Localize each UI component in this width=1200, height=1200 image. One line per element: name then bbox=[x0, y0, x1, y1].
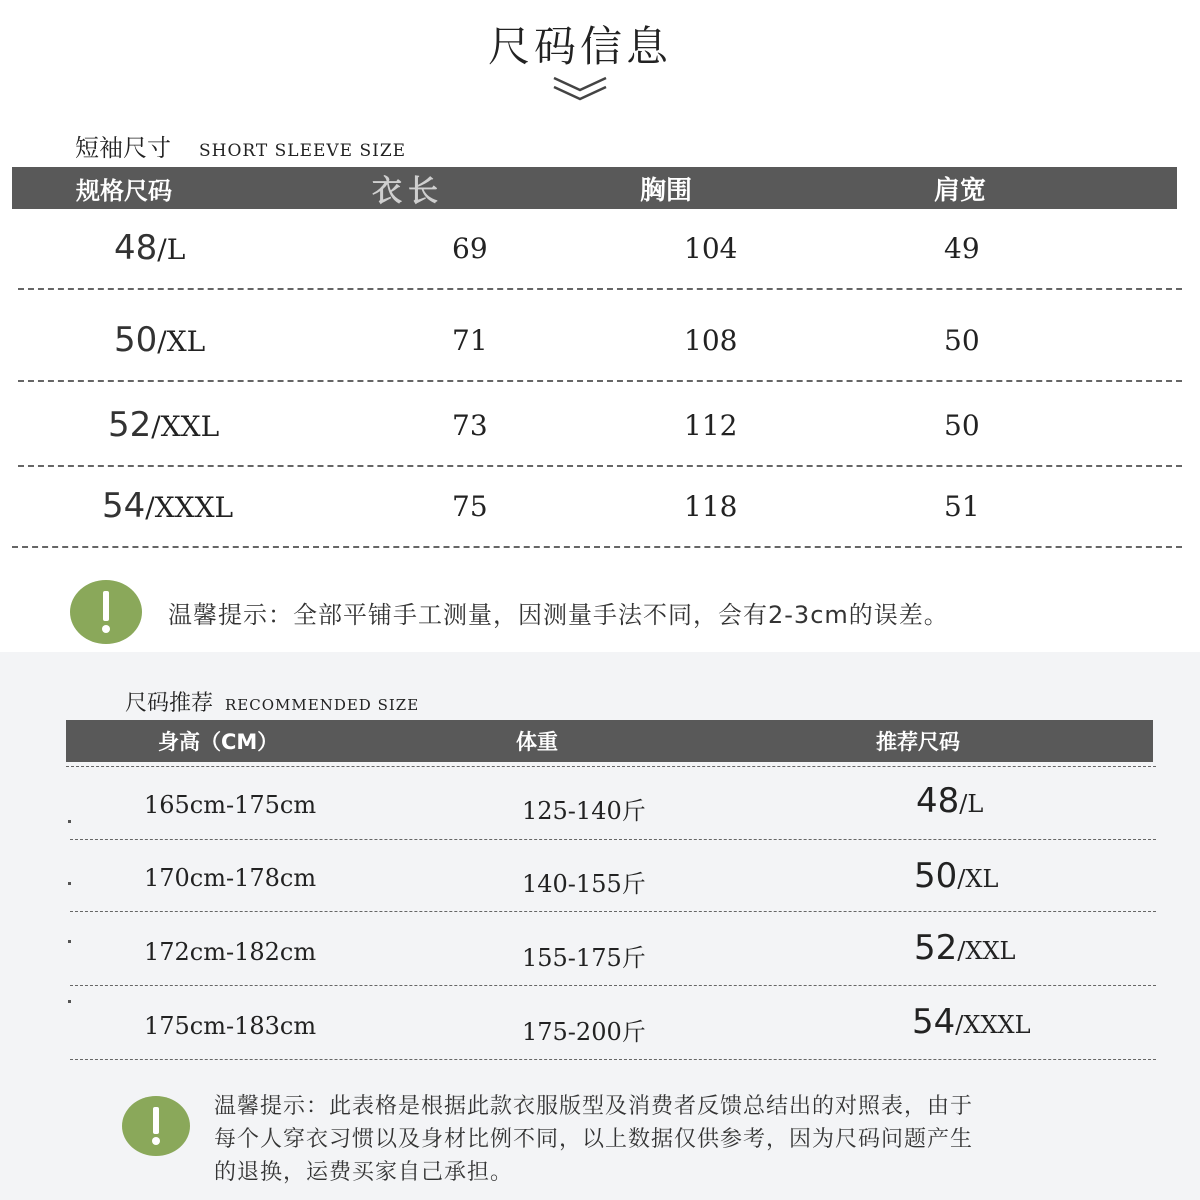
recommend-table-header bbox=[66, 720, 1153, 762]
tip-text bbox=[214, 1090, 1174, 1189]
size-number: 50 bbox=[914, 856, 958, 896]
row-divider bbox=[70, 1059, 1156, 1060]
tip-line: 温馨提示：此表格是根据此款衣服版型及消费者反馈总结出的对照表，由于 bbox=[214, 1094, 974, 1119]
row-divider bbox=[70, 911, 1156, 912]
chest-cell: 112 bbox=[684, 409, 738, 442]
shoulder-cell: 50 bbox=[944, 409, 980, 442]
weight-cell: 140-155斤 bbox=[522, 870, 646, 898]
col-size: 规格尺码 bbox=[76, 176, 172, 205]
chest-cell: 118 bbox=[684, 490, 738, 523]
shoulder-cell: 50 bbox=[944, 324, 980, 357]
size-letter: /XL bbox=[957, 865, 999, 893]
size-cell bbox=[912, 1002, 1031, 1042]
length-cell: 69 bbox=[452, 232, 488, 265]
height-cell: 170cm-178cm bbox=[144, 864, 317, 892]
row-divider bbox=[66, 766, 1156, 767]
size-letter: /XL bbox=[157, 325, 206, 358]
size-table-header bbox=[12, 167, 1177, 209]
table-row bbox=[12, 228, 1182, 318]
heading-en: RECOMMENDED SIZE bbox=[225, 696, 420, 714]
double-chevron-down-icon bbox=[552, 74, 608, 102]
col-chest: 胸围 bbox=[640, 175, 693, 206]
size-cell bbox=[914, 856, 998, 896]
heading-cn: 尺码推荐 bbox=[125, 691, 214, 716]
row-divider bbox=[18, 380, 1182, 382]
size-cell bbox=[114, 320, 205, 360]
height-cell: 165cm-175cm bbox=[144, 791, 317, 819]
tip-text: 温馨提示：全部平铺手工测量，因测量手法不同，会有2-3cm的误差。 bbox=[168, 600, 949, 629]
table-row bbox=[70, 928, 1156, 1006]
size-cell bbox=[916, 781, 983, 821]
heading-cn: 短袖尺寸 bbox=[75, 134, 171, 162]
height-cell: 175cm-183cm bbox=[144, 1012, 317, 1040]
col-weight: 体重 bbox=[516, 730, 558, 754]
col-height: 身高（CM） bbox=[158, 730, 279, 754]
table-row bbox=[12, 405, 1182, 495]
size-number: 54 bbox=[102, 486, 146, 526]
shoulder-cell: 49 bbox=[944, 232, 980, 265]
row-marker bbox=[68, 940, 71, 943]
size-cell bbox=[108, 405, 219, 445]
length-cell: 73 bbox=[452, 409, 488, 442]
row-divider bbox=[70, 839, 1156, 840]
size-number: 54 bbox=[912, 1002, 956, 1042]
size-letter: /XXL bbox=[957, 937, 1016, 965]
chest-cell: 108 bbox=[684, 324, 738, 357]
row-divider bbox=[18, 288, 1182, 290]
measurement-tip bbox=[70, 580, 949, 644]
col-shoulder: 肩宽 bbox=[934, 175, 987, 206]
size-cell bbox=[114, 228, 185, 268]
size-letter: /XXXL bbox=[145, 491, 234, 524]
exclamation-icon bbox=[122, 1096, 190, 1156]
table-row bbox=[12, 486, 1182, 576]
chest-cell: 104 bbox=[684, 232, 738, 265]
size-letter: /L bbox=[157, 233, 186, 266]
page-title: 尺码信息 bbox=[487, 22, 672, 71]
size-cell bbox=[914, 928, 1015, 968]
size-cell bbox=[102, 486, 233, 526]
row-marker bbox=[68, 820, 71, 823]
row-marker bbox=[68, 882, 71, 885]
table-row bbox=[12, 320, 1182, 410]
row-divider bbox=[70, 985, 1156, 986]
recommended-heading bbox=[125, 686, 419, 717]
row-divider bbox=[18, 465, 1182, 467]
size-number: 52 bbox=[108, 405, 152, 445]
short-sleeve-heading bbox=[75, 128, 406, 163]
table-row bbox=[70, 1002, 1156, 1080]
exclamation-icon bbox=[70, 580, 142, 644]
size-letter: /L bbox=[959, 790, 984, 818]
table-row bbox=[70, 858, 1156, 932]
height-cell: 172cm-182cm bbox=[144, 938, 317, 966]
row-divider bbox=[12, 546, 1182, 548]
size-letter: /XXXL bbox=[955, 1011, 1031, 1039]
size-letter: /XXL bbox=[151, 410, 220, 443]
length-cell: 71 bbox=[452, 324, 488, 357]
size-number: 48 bbox=[916, 781, 960, 821]
shoulder-cell: 51 bbox=[944, 490, 980, 523]
length-cell: 75 bbox=[452, 490, 488, 523]
recommend-tip bbox=[122, 1090, 1174, 1189]
weight-cell: 155-175斤 bbox=[522, 944, 646, 972]
weight-cell: 125-140斤 bbox=[522, 797, 646, 825]
tip-line: 每个人穿衣习惯以及身材比例不同，以上数据仅供参考，因为尺码问题产生 bbox=[214, 1127, 974, 1152]
col-length: 衣长 bbox=[372, 174, 444, 209]
table-row bbox=[70, 781, 1156, 859]
tip-line: 的退换，运费买家自己承担。 bbox=[214, 1160, 514, 1185]
size-number: 48 bbox=[114, 228, 158, 268]
col-recommended-size: 推荐尺码 bbox=[876, 730, 960, 754]
row-marker bbox=[68, 1000, 71, 1003]
size-number: 52 bbox=[914, 928, 958, 968]
size-number: 50 bbox=[114, 320, 158, 360]
weight-cell: 175-200斤 bbox=[522, 1018, 646, 1046]
heading-en: SHORT SLEEVE SIZE bbox=[199, 141, 407, 161]
